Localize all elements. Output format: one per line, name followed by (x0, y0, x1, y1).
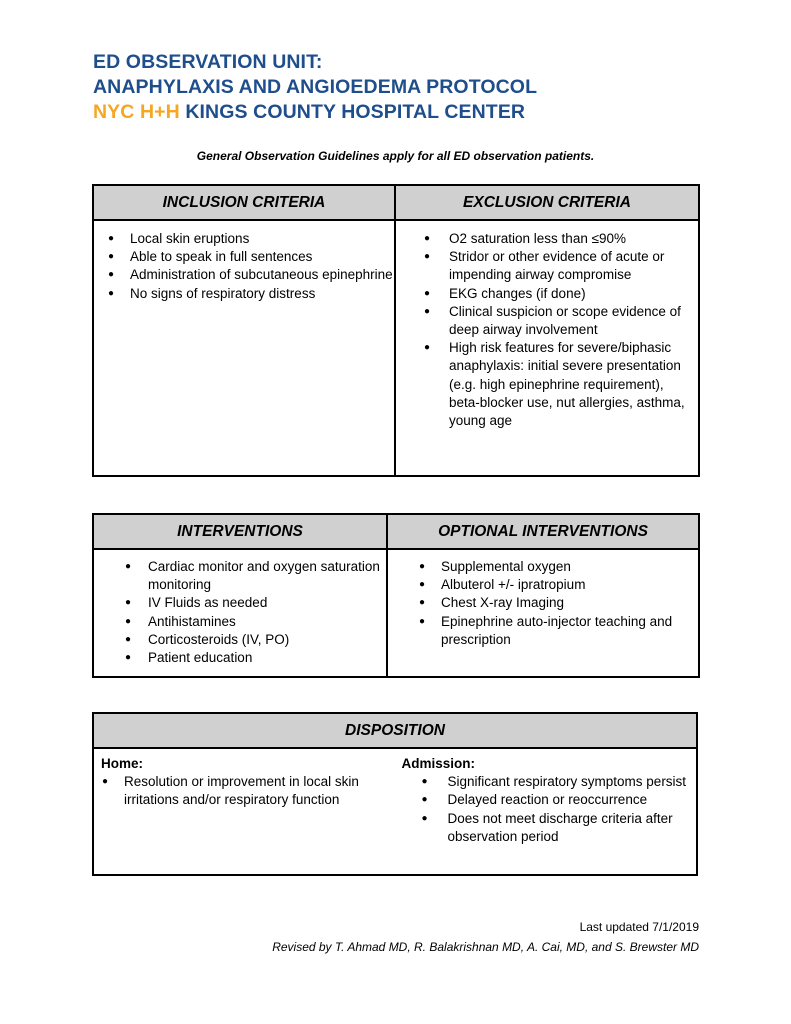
bullet-icon: ● (125, 615, 132, 627)
list-item (125, 613, 386, 631)
list-item-text: Does not meet discharge criteria after observation period (447, 810, 673, 844)
list-item (419, 576, 698, 594)
bullet-icon: ● (424, 233, 431, 244)
list-item-text: Supplemental oxygen (441, 559, 571, 574)
list-item-text: No signs of respiratory distress (130, 285, 316, 301)
admission-criteria-list (401, 773, 696, 846)
list-item (424, 248, 698, 284)
list-item-text: Administration of subcutaneous epinephrine (130, 267, 393, 283)
title-line-1: ED OBSERVATION UNIT: (93, 51, 323, 73)
list-item-text: O2 saturation less than ≤90% (449, 231, 627, 246)
title-line-2: ANAPHYLAXIS AND ANGIOEDEMA PROTOCOL (93, 76, 538, 98)
bullet-icon: ● (424, 342, 431, 354)
criteria-table (92, 184, 700, 477)
list-item-text: IV Fluids as needed (148, 595, 268, 611)
bullet-icon: ● (421, 776, 428, 788)
bullet-icon: ● (419, 615, 426, 627)
list-item-text: Albuterol +/- ipratropium (441, 577, 586, 593)
bullet-icon: ● (108, 233, 115, 244)
optional-interventions-list (388, 558, 698, 649)
list-item-text: Corticosteroids (IV, PO) (148, 631, 290, 647)
bullet-icon: ● (125, 561, 132, 572)
title-line-3 (93, 100, 537, 125)
bullet-icon: ● (421, 812, 428, 824)
list-item-text: Stridor or other evidence of acute or impending airway compromise (449, 249, 665, 283)
list-item (419, 613, 698, 649)
list-item-text: Local skin eruptions (130, 231, 250, 246)
interventions-table (92, 513, 700, 678)
list-item-text: Able to speak in full sentences (130, 249, 313, 265)
title-org-accent: NYC H+H (93, 101, 180, 123)
title-org-rest: KINGS COUNTY HOSPITAL CENTER (179, 101, 526, 123)
list-item (421, 791, 696, 809)
list-item-text: Resolution or improvement in local skin irritations and/or respiratory function (124, 774, 359, 808)
list-item (419, 558, 698, 576)
list-item (421, 773, 696, 791)
list-item-text: Chest X-ray Imaging (441, 595, 565, 611)
list-item (108, 248, 394, 266)
list-item (108, 285, 394, 303)
bullet-icon: ● (108, 287, 115, 299)
disposition-table (92, 712, 698, 876)
bullet-icon: ● (419, 561, 426, 572)
list-item (125, 631, 386, 649)
document-title (93, 50, 537, 125)
list-item-text: Antihistamines (148, 613, 236, 629)
exclusion-criteria-header: EXCLUSION CRITERIA (395, 185, 699, 220)
list-item-text: Clinical suspicion or scope evidence of deep airway involvement (449, 303, 681, 338)
bullet-icon: ● (419, 579, 426, 591)
list-item-text: Patient education (148, 650, 253, 666)
list-item (424, 285, 698, 303)
list-item (125, 558, 386, 594)
bullet-icon: ● (108, 251, 115, 263)
optional-interventions-cell (387, 549, 699, 677)
exclusion-criteria-list (396, 230, 698, 430)
list-item (125, 649, 386, 667)
bullet-icon: ● (108, 269, 115, 281)
bullet-icon: ● (421, 794, 428, 806)
bullet-icon: ● (424, 287, 431, 299)
last-updated-text: Last updated 7/1/2019 (579, 920, 699, 934)
bullet-icon: ● (424, 251, 431, 263)
admission-column (398, 755, 696, 846)
list-item-text: EKG changes (if done) (449, 285, 586, 301)
disposition-cell (93, 748, 697, 875)
interventions-list (94, 558, 386, 667)
list-item-text: Cardiac monitor and oxygen saturation monitoring (148, 559, 380, 593)
optional-interventions-header: OPTIONAL INTERVENTIONS (387, 514, 699, 549)
list-item-text: Delayed reaction or reoccurrence (447, 792, 648, 808)
inclusion-criteria-header: INCLUSION CRITERIA (93, 185, 395, 220)
bullet-icon: ● (125, 652, 132, 664)
revised-by-text: Revised by T. Ahmad MD, R. Balakrishnan MD, A. Cai, MD, and S. Brewster MD (272, 940, 699, 954)
list-item-text: Significant respiratory symptoms persist (447, 774, 687, 790)
home-column (101, 755, 398, 846)
list-item (125, 594, 386, 612)
list-item-text: High risk features for severe/biphasic anaphylaxis: initial severe presentation (e.g. high epinephrine requirement), beta-blocker use, nut allergies, asthma, young age (449, 340, 685, 429)
list-item-text: Epinephrine auto-injector teaching and prescription (441, 613, 673, 647)
bullet-icon: ● (424, 305, 431, 317)
bullet-icon: ● (125, 597, 132, 609)
inclusion-criteria-cell (93, 220, 395, 476)
list-item (419, 594, 698, 612)
general-guidelines-note: General Observation Guidelines apply for all ED observation patients. (196, 149, 595, 163)
list-item (424, 230, 698, 248)
list-item (424, 339, 698, 430)
list-item (108, 230, 394, 248)
inclusion-criteria-list (94, 230, 394, 303)
home-label: Home: (101, 756, 144, 771)
list-item (421, 810, 696, 846)
bullet-icon: ● (419, 597, 426, 609)
list-item (108, 266, 394, 284)
disposition-header: DISPOSITION (93, 713, 697, 748)
bullet-icon: ● (125, 633, 132, 645)
list-item (102, 773, 398, 809)
exclusion-criteria-cell (395, 220, 699, 476)
list-item (424, 303, 698, 339)
interventions-cell (93, 549, 387, 677)
interventions-header: INTERVENTIONS (93, 514, 387, 549)
bullet-icon: ● (102, 776, 109, 788)
admission-label: Admission: (401, 756, 475, 771)
home-criteria-list (101, 773, 398, 809)
